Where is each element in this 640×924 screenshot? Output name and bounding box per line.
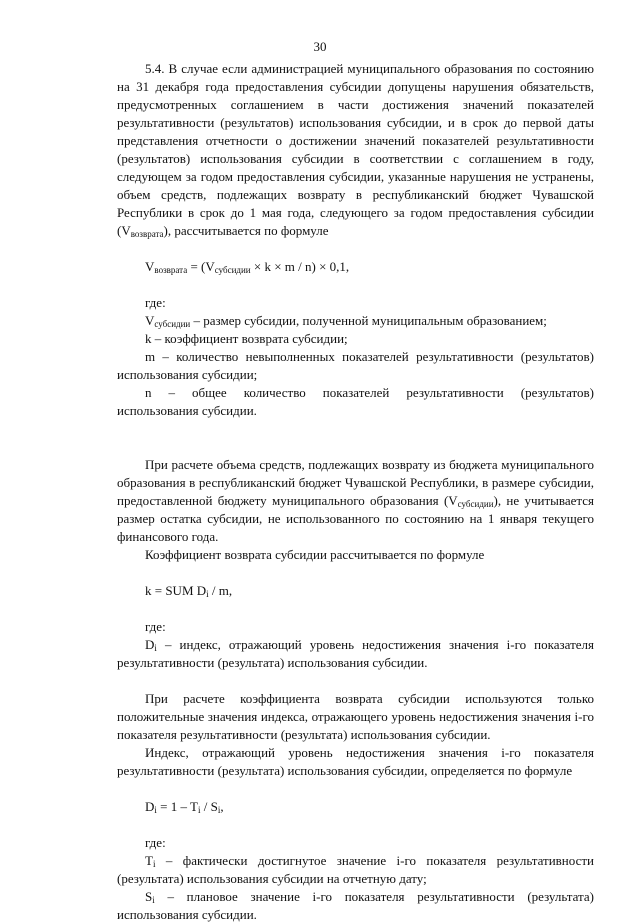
where-label: где:: [145, 835, 166, 850]
definition-m: m – количество невыполненных показателей результативности (результатов) использования субсидии;: [117, 349, 594, 382]
paragraph-index-formula: Индекс, отражающий уровень недостижения значения i-го показателя результативности (результата) использования субсидии, определяется по формуле: [117, 745, 594, 778]
definition-t: $T_i$ – фактически достигнутое значение i-го показателя результативности (результата) использования субсидии на отчетную дату;: [117, 853, 594, 886]
definition-n: n – общее количество показателей результативности (результатов) использования субсидии.: [117, 385, 594, 418]
section-5-4-paragraph: 5.4. В случае если администрацией муниципального образования по состоянию на 31 декабря года предоставления субсидии допущены нарушения обязательств, предусмотренных соглашением в части достижения значений показателей результативности (результатов) использования субсидии, и в срок до первой даты представления отчетности о достижении значений показателей результативности (результатов) использования субсидии в соответствии с соглашением в году, следующем за годом предоставления субсидии, указанные нарушения не устранены, объем средств, подлежащих возврату в республиканский бюджет Чувашской Республики в срок до 1 мая года, следующего за годом предоставления субсидии $(V_{возврата})$, рассчитывается по формуле: [117, 61, 594, 239]
formula-coefficient: k = SUM $D_i$ / m,: [145, 583, 233, 599]
formula-volume-return: $V_{возврата} = (V_{субсидии} \times k \times m / n) \times 0,1$,: [145, 259, 350, 275]
formula-index: $D_i = 1 - T_i / S_i$,: [145, 799, 224, 815]
definition-d-index: $D_i$ – индекс, отражающий уровень недостижения значения i-го показателя результативности (результата) использования субсидии.: [117, 637, 594, 670]
definition-k: k – коэффициент возврата субсидии;: [145, 331, 348, 346]
where-label: где:: [145, 295, 166, 310]
paragraph-positive-values: При расчете коэффициента возврата субсидии используются только положительные значения индекса, отражающего уровень недостижения значения i-го показателя результативности (результата) использования субсидии.: [117, 691, 594, 742]
document-body: [117, 60, 594, 924]
definition-s: $S_i$ – плановое значение i-го показателя результативности (результата) использования субсидии.: [117, 889, 594, 922]
paragraph-coefficient: Коэффициент возврата субсидии рассчитывается по формуле: [145, 547, 485, 562]
paragraph-calc-volume: При расчете объема средств, подлежащих возврату из бюджета муниципального образования в республиканский бюджет Чувашской Республики, в размере субсидии, предоставленной бюджету муниципального образования $(V_{субсидии})$, не учитывается размер остатка субсидии, не использованного по состоянию на 1 января текущего финансового года.: [117, 457, 594, 544]
definition-v-subsidy: $V_{субсидии}$ – размер субсидии, полученной муниципальным образованием;: [145, 313, 547, 329]
page-number: 30: [313, 39, 327, 54]
where-label: где:: [145, 619, 166, 634]
